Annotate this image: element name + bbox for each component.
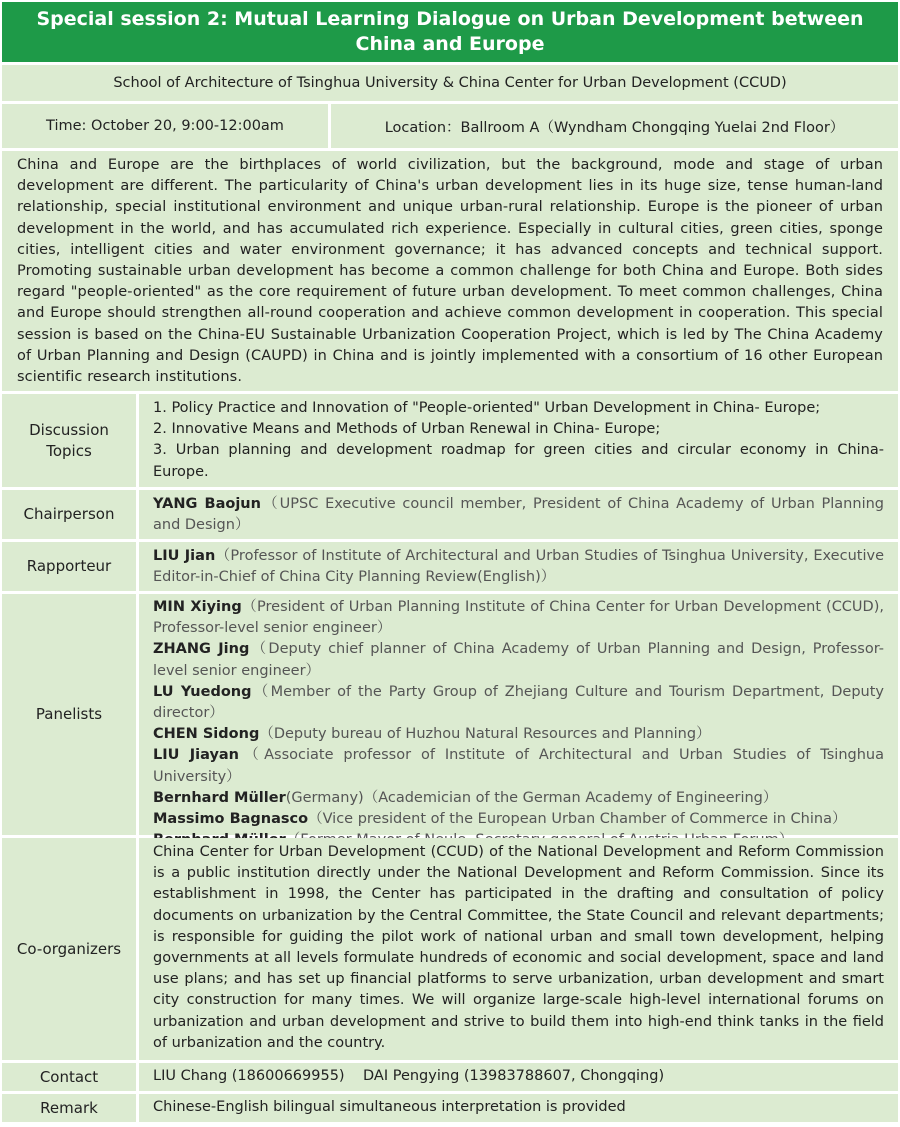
rapporteur-content — [139, 542, 898, 591]
chairperson-desc: （UPSC Executive council member, President of China Academy of Urban Planning and Design） — [153, 496, 884, 534]
panelist-name: ZHANG Jing — [153, 641, 250, 658]
panelist-name: CHEN Sidong — [153, 726, 260, 743]
discussion-label-line1: Discussion — [29, 420, 109, 439]
chairperson-name: YANG Baojun — [153, 496, 261, 512]
contact-label: Contact — [2, 1063, 136, 1091]
panelists-label: Panelists — [2, 594, 136, 835]
panelist-desc: （Associate professor of Institute of Architectural and Urban Studies of Tsinghua University） — [153, 747, 884, 785]
topic-item: 3. Urban planning and development roadmap for green cities and circular economy in China-Europe. — [153, 442, 884, 480]
panelist-desc: (Germany)（Academician of the German Academy of Engineering） — [285, 789, 778, 806]
panelist-desc: （President of Urban Planning Institute of China Center for Urban Development (CCUD), Professor-level senior engineer） — [153, 599, 884, 637]
organizer-line: School of Architecture of Tsinghua University & China Center for Urban Development (CCUD) — [2, 65, 898, 101]
panelist-item — [153, 788, 884, 809]
coorganizers-text: China Center for Urban Development (CCUD) of the National Development and Reform Commission is a public institution directly under the National Development and Reform Commission. Since its establishment in 1998, the Center has participated in the drafting and consultation of policy documents on urbanization by the Central Committee, the State Council and relevant departments; is responsible for guiding the pilot work of national urban and small town development, helping governments at all levels formulate hundreds of economic and social development, space and land use plans; and has set up financial platforms to serve urbanization, urban development and smart city construction for many times. We will organize large-scale high-level international forums on urbanization and urban development and strive to build them into high-end think tanks in the field of urbanization and the country. — [139, 838, 898, 1060]
panelist-name: Bernhard Müller — [153, 789, 286, 806]
panelist-item — [153, 682, 884, 724]
panelist-name: Massimo Bagnasco — [153, 811, 309, 828]
discussion-topics — [139, 394, 898, 487]
panelist-item — [153, 809, 884, 830]
panelist-name: LU Yuedong — [153, 683, 252, 700]
discussion-label-line2: Topics — [46, 441, 92, 460]
topic-item: 1. Policy Practice and Innovation of "People-oriented" Urban Development in China- Europe; — [153, 400, 821, 416]
discussion-label — [2, 394, 136, 487]
coorganizers-label: Co-organizers — [2, 838, 136, 1060]
panelists-content — [139, 594, 898, 835]
panelist-desc: （Deputy chief planner of China Academy of Urban Planning and Design, Professor-level senior engineer） — [153, 641, 884, 679]
rapporteur-desc: （Professor of Institute of Architectural and Urban Studies of Tsinghua University, Executive Editor-in-Chief of China City Planning Review(English)） — [153, 548, 884, 586]
rapporteur-name: LIU Jian — [153, 548, 216, 564]
intro-paragraph: China and Europe are the birthplaces of world civilization, but the background, mode and stage of urban development are different. The particularity of China's urban development lies in its huge size, tense human-land relationship, special institutional environment and unique urban-rural relationship. Europe is the pioneer of urban development in the world, and has accumulated rich experience. Especially in cultural cities, green cities, sponge cities, intelligent cities and water environment governance; it has advanced concepts and technical support. Promoting sustainable urban development has become a common challenge for both China and Europe. Both sides regard "people-oriented" as the core requirement of future urban development. To meet common challenges, China and Europe should strengthen all-round cooperation and achieve common development in cooperation. This special session is based on the China-EU Sustainable Urbanization Cooperation Project, which is led by The China Academy of Urban Planning and Design (CAUPD) in China and is jointly implemented with a consortium of 16 other European scientific research institutions. — [2, 151, 898, 391]
panelist-desc: （Deputy bureau of Huzhou Natural Resources and Planning） — [259, 726, 711, 743]
panelist-name: MIN Xiying — [153, 599, 242, 615]
panelist-name: LIU Jiayan — [153, 747, 240, 764]
remark-text: Chinese-English bilingual simultaneous interpretation is provided — [139, 1094, 898, 1122]
panelist-item — [153, 745, 884, 787]
panelist-desc: （Member of the Party Group of Zhejiang Culture and Tourism Department, Deputy director） — [153, 683, 884, 722]
location-cell: Location：Ballroom A（Wyndham Chongqing Yuelai 2nd Floor） — [331, 104, 898, 148]
panelist-item — [153, 597, 884, 639]
remark-label: Remark — [2, 1094, 136, 1122]
topic-item: 2. Innovative Means and Methods of Urban Renewal in China- Europe; — [153, 421, 661, 438]
panelist-desc: （Vice president of the European Urban Chamber of Commerce in China） — [308, 811, 847, 828]
rapporteur-label: Rapporteur — [2, 542, 136, 591]
chairperson-label: Chairperson — [2, 490, 136, 539]
contact-text: LIU Chang (18600669955) DAI Pengying (13983788607, Chongqing) — [139, 1063, 898, 1091]
session-title: Special session 2: Mutual Learning Dialogue on Urban Development between China and Europe — [2, 2, 898, 62]
chairperson-content — [139, 490, 898, 539]
panelist-item — [153, 639, 884, 681]
panelist-item — [153, 724, 884, 745]
time-cell: Time: October 20, 9:00-12:00am — [2, 104, 328, 148]
